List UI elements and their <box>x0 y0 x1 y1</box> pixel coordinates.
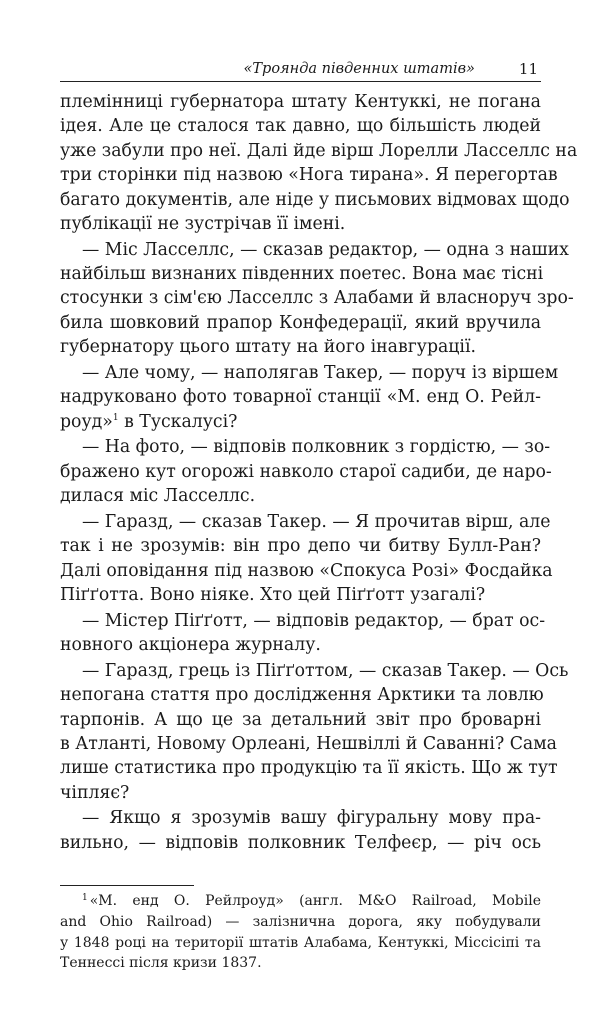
text-line-with-footnote-ref <box>60 410 541 434</box>
footnote-line: and Ohio Railroad) — залізнична дорога, яку побудували <box>60 913 541 930</box>
footnote-text: «М. енд О. Рейлроуд» (англ. M&O Railroad, Mobile <box>89 893 541 909</box>
text-line: лише статистика про продукцію та її якість. Що ж тут <box>60 758 558 779</box>
text-line: — На фото, — відповів полковник з гордістю, — зо- <box>82 437 551 458</box>
text-line: племінниці губернатора штату Кентуккі, не погана <box>60 92 541 112</box>
text-line-head: роуд» <box>60 411 113 432</box>
text-line: новного акціонера журналу. <box>60 635 321 656</box>
text-line: чіпляє? <box>60 782 130 803</box>
text-line: багато документів, але ніде у письмових відмовах щодо <box>60 189 570 210</box>
footnote-line: Теннессі після кризи 1837. <box>60 955 262 972</box>
text-line: стосунки з сім'єю Ласселлс з Алабами й власноруч зро- <box>60 288 574 309</box>
text-line: публікації не зустрічав її імені. <box>60 213 346 234</box>
running-title: «Троянда південних штатів» <box>243 61 475 77</box>
text-line: надруковано фото товарної станції «М. енд О. Рейл- <box>60 387 541 408</box>
text-line: тарпонів. А що це за детальний звіт про броварні <box>60 709 541 730</box>
text-line: так і не зрозумів: він про депо чи битву Булл-Ран? <box>60 536 541 557</box>
text-line: бражено кут огорожі навколо старої садиби, де наро- <box>60 461 552 482</box>
text-line: — Гаразд, грець із Піґґоттом, — сказав Такер. — Ось <box>82 660 569 681</box>
text-line: Піґґотта. Воно ніяке. Хто цей Піґґотт узагалі? <box>60 585 486 605</box>
text-line: уже забули про неї. Далі йде вірш Лорелли Ласселлс на <box>60 140 578 161</box>
page-number: 11 <box>518 60 538 78</box>
text-line: — Якщо я зрозумів вашу фігуральну мову пра- <box>82 808 541 829</box>
footnote-divider <box>60 885 194 886</box>
running-header <box>60 58 540 80</box>
text-line: Далі оповідання під назвою «Спокуса Розі» Фосдайка <box>60 560 553 581</box>
text-line: — Міс Ласселлс, — сказав редактор, — одна з наших <box>82 239 569 260</box>
footnote-line: у 1848 році на території штатів Алабама, Кентуккі, Міссісіпі та <box>60 934 541 951</box>
footnote-reference: 1 <box>112 412 119 423</box>
text-line: непогана стаття про дослідження Арктики та ловлю <box>60 685 544 706</box>
text-line: три сторінки під назвою «Нога тирана». Я перегортав <box>60 165 558 186</box>
footnote-number: 1 <box>82 893 88 903</box>
text-line: ідея. Але це сталося так давно, що більшість людей <box>60 116 541 137</box>
text-line: — Але чому, — наполягав Такер, — поруч із віршем <box>82 362 559 383</box>
text-line-tail: в Тускалусі? <box>118 411 238 432</box>
text-line: губернатору цього штату на його інавгурації. <box>60 337 476 358</box>
text-line: била шовковий прапор Конфедерації, який вручила <box>60 312 541 333</box>
text-line: дилася міс Ласселлс. <box>60 486 256 507</box>
header-divider <box>60 81 541 82</box>
footnote-line <box>60 891 541 912</box>
text-line: в Атланті, Новому Орлеані, Нешвіллі й Саванні? Сама <box>60 733 557 754</box>
text-line: — Містер Піґґотт, — відповів редактор, — брат ос- <box>82 610 546 631</box>
text-line: вильно, — відповів полковник Телфеєр, — річ ось <box>60 832 541 853</box>
body-text <box>60 90 578 855</box>
text-line: найбільш визнаних південних поетес. Вона має тісні <box>60 264 544 285</box>
text-line: — Гаразд, — сказав Такер. — Я прочитав вірш, але <box>82 511 551 532</box>
footnote <box>60 891 541 974</box>
